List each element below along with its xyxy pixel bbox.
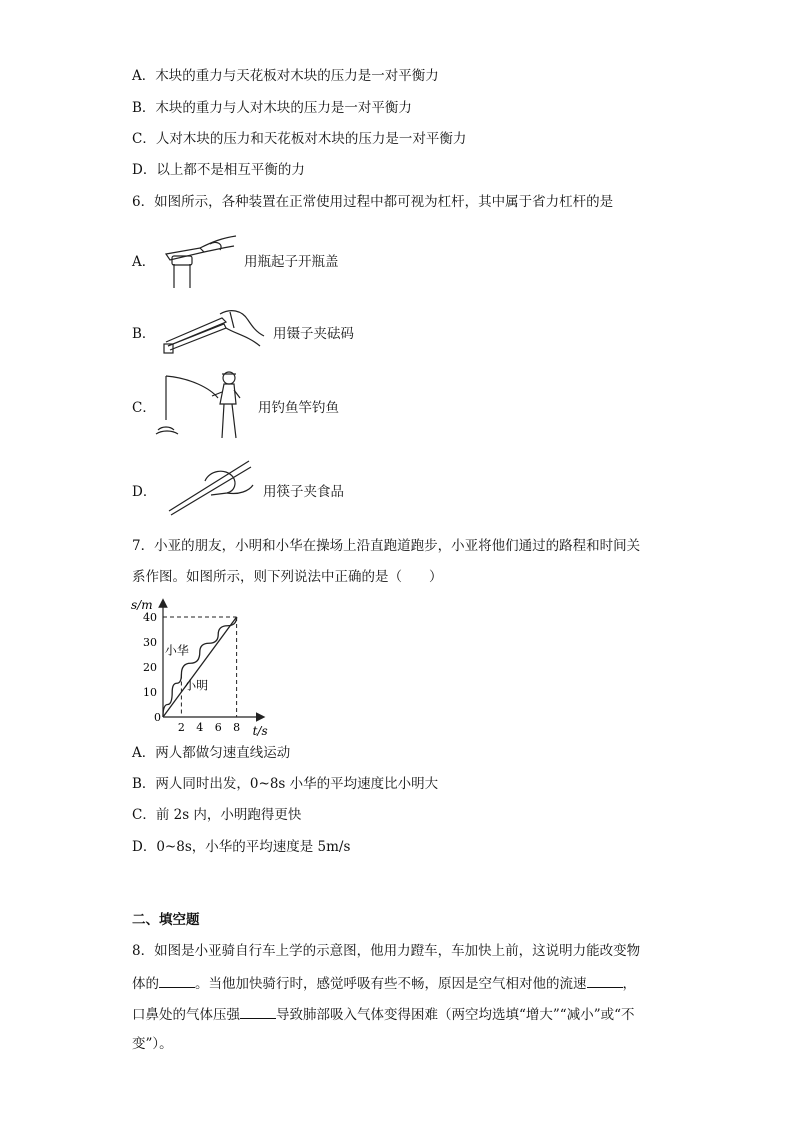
q5-option-c: C．人对木块的压力和天花板对木块的压力是一对平衡力 <box>132 131 467 147</box>
distance-time-chart <box>125 595 305 738</box>
series-label-1: 小华 <box>164 643 189 658</box>
q5-option-a: A．木块的重力与天花板对木块的压力是一对平衡力 <box>132 68 439 84</box>
bottle-opener-image <box>160 230 240 292</box>
q6-option-d-text: 用筷子夹食品 <box>263 484 344 500</box>
q8-blank-3[interactable] <box>240 1004 276 1019</box>
q6-option-b-text: 用镊子夹砝码 <box>273 326 354 342</box>
q6-option-a-label: A． <box>132 254 156 270</box>
section-heading: 二、填空题 <box>132 912 200 928</box>
q7-option-b: B．两人同时出发，0~8s 小华的平均速度比小明大 <box>132 776 439 792</box>
q5-option-d: D．以上都不是相互平衡的力 <box>132 162 305 178</box>
q8-line2-text-a: 体的 <box>132 976 159 992</box>
q8-line3 <box>132 1004 635 1024</box>
x-tick-label: 4 <box>196 721 204 734</box>
q8-line3-text-b: 导致肺部吸入气体变得困难（两空均选填“增大”“减小”或“不 <box>276 1007 635 1023</box>
q6-option-c-text: 用钓鱼竿钓鱼 <box>258 400 339 416</box>
q8-blank-2[interactable] <box>587 973 623 988</box>
q8-line3-text-a: 口鼻处的气体压强 <box>132 1007 240 1023</box>
origin-label: 0 <box>154 711 161 724</box>
q7-option-d: D．0~8s，小华的平均速度是 5m/s <box>132 839 351 855</box>
q6-option-d-label: D． <box>132 484 157 500</box>
tweezers-image <box>160 306 265 358</box>
q5-option-b: B．木块的重力与人对木块的压力是一对平衡力 <box>132 100 412 116</box>
series-line-2 <box>163 617 237 717</box>
q8-line1: 8．如图是小亚骑自行车上学的示意图，他用力蹬车，车加快上前，这说明力能改变物 <box>132 943 641 959</box>
q8-blank-1[interactable] <box>159 973 195 988</box>
q7-option-a: A．两人都做匀速直线运动 <box>132 745 291 761</box>
x-tick-label: 8 <box>233 721 241 734</box>
x-tick-label: 6 <box>214 721 222 734</box>
q6-stem: 6．如图所示，各种装置在正常使用过程中都可视为杠杆，其中属于省力杠杆的是 <box>132 194 614 210</box>
q7-stem-line2: 系作图。如图所示，则下列说法中正确的是（ ） <box>132 569 443 585</box>
y-tick-label: 40 <box>143 611 157 624</box>
chopsticks-image <box>165 455 255 517</box>
q6-option-c-label: C． <box>132 400 156 416</box>
x-tick-label: 2 <box>177 721 185 734</box>
y-tick-label: 20 <box>143 661 157 674</box>
q8-line4: 变”）。 <box>132 1036 173 1052</box>
q8-line2 <box>132 973 636 993</box>
x-axis-label: t/s <box>252 724 268 738</box>
q6-option-a-text: 用瓶起子开瓶盖 <box>244 254 339 270</box>
y-axis-label: s/m <box>131 598 153 612</box>
q7-stem-line1: 7．小亚的朋友，小明和小华在操场上沿直跑道跑步，小亚将他们通过的路程和时间关 <box>132 538 641 554</box>
series-label-2: 小明 <box>184 678 209 693</box>
y-tick-label: 30 <box>143 636 157 649</box>
y-tick-label: 10 <box>143 686 157 699</box>
q6-option-b-label: B． <box>132 326 156 342</box>
q7-option-c: C．前 2s 内，小明跑得更快 <box>132 807 302 823</box>
q8-line2-text-c: ， <box>622 976 636 992</box>
q8-line2-text-b: 。当他加快骑行时，感觉呼吸有些不畅，原因是空气相对他的流速 <box>195 976 587 992</box>
fishing-rod-image <box>150 368 250 443</box>
